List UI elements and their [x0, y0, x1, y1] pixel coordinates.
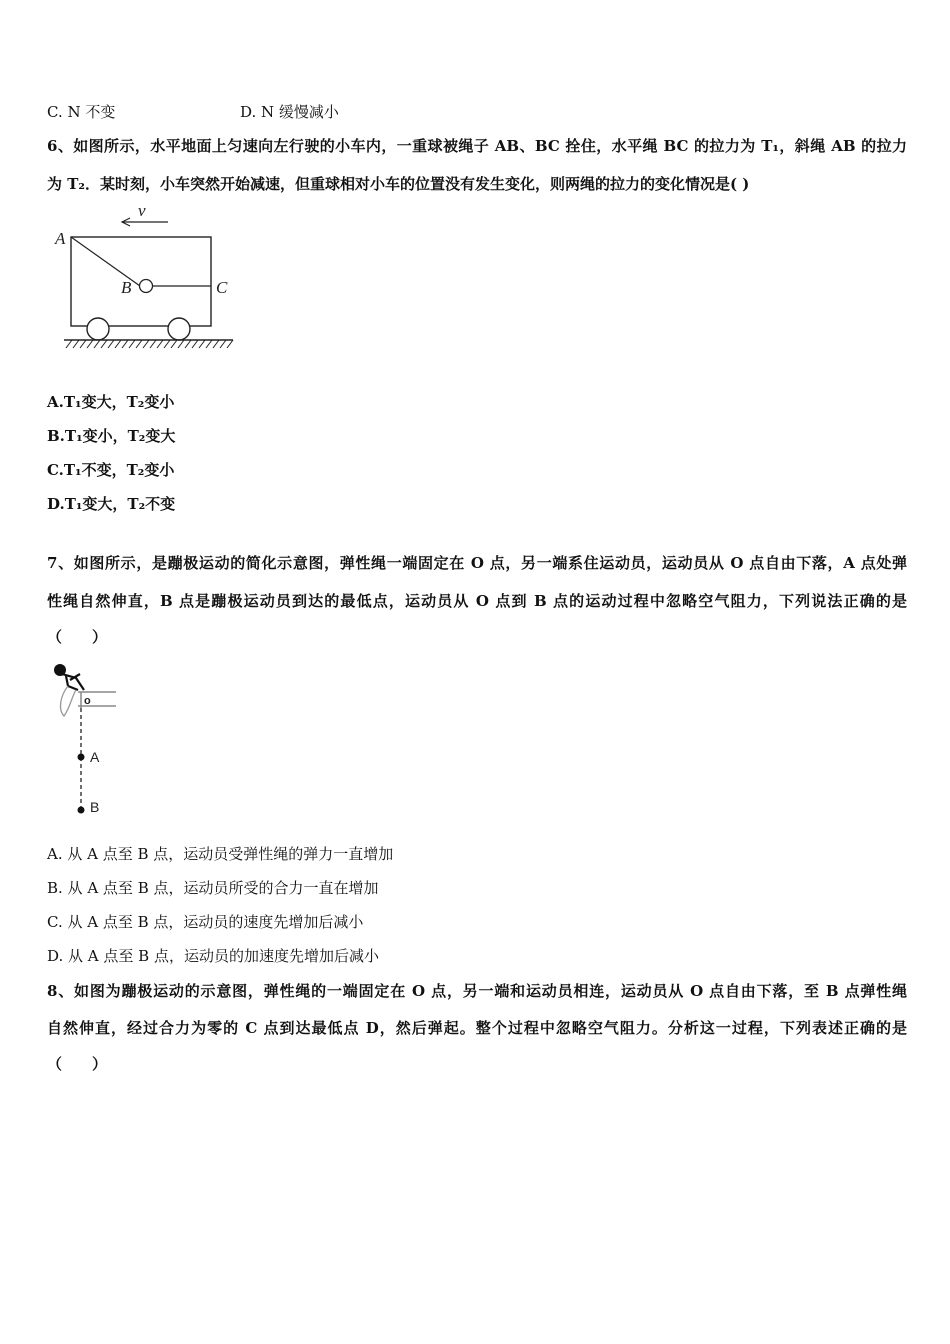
jumper-body [62, 674, 84, 690]
q6-option-c: C.T₁不变，T₂变小 [47, 461, 175, 479]
label-a: A [55, 229, 66, 248]
q7-stem-line3: （ ） [47, 628, 108, 646]
label-a: A [90, 749, 100, 765]
rope-loop [61, 686, 76, 716]
q6-option-b: B.T₁变小，T₂变大 [47, 427, 176, 445]
q6-cart-figure [50, 200, 240, 360]
wheel-right [168, 318, 190, 340]
q8-stem-line1: 8、如图为蹦极运动的示意图，弹性绳的一端固定在 O 点，另一端和运动员相连，运动员从 O 点自由下落，至 B 点弹性绳 [47, 982, 907, 1000]
ball [140, 280, 153, 293]
velocity-label: v [138, 201, 146, 220]
ground-hatching [66, 340, 233, 348]
q5-option-d: D. N 缓慢减小 [240, 103, 339, 121]
point-b [78, 807, 85, 814]
q8-stem-line3: （ ） [47, 1055, 108, 1073]
q7-bungee-figure [50, 660, 130, 820]
q6-option-d: D.T₁变大，T₂不变 [47, 495, 176, 513]
label-c: C [216, 278, 228, 297]
q7-stem-line2: 性绳自然伸直，B 点是蹦极运动员到达的最低点，运动员从 O 点到 B 点的运动过程中忽略空气阻力，下列说法正确的是 [47, 592, 907, 610]
q6-stem-line2: 为 T₂．某时刻，小车突然开始减速，但重球相对小车的位置没有发生变化，则两绳的拉力的变化情况是( ) [47, 175, 750, 193]
q7-option-b: B. 从 A 点至 B 点，运动员所受的合力一直在增加 [47, 879, 379, 897]
q6-option-a: A.T₁变大，T₂变小 [47, 393, 175, 411]
label-b: B [90, 799, 100, 815]
q6-stem-line1: 6、如图所示，水平地面上匀速向左行驶的小车内，一重球被绳子 AB、BC 拴住，水平绳 BC 的拉力为 T₁，斜绳 AB 的拉力 [47, 137, 907, 155]
q7-stem-line1: 7、如图所示，是蹦极运动的简化示意图，弹性绳一端固定在 O 点，另一端系住运动员，运动员从 O 点自由下落，A 点处弹 [47, 554, 907, 572]
wheel-left [87, 318, 109, 340]
q7-option-d: D. 从 A 点至 B 点，运动员的加速度先增加后减小 [47, 947, 379, 965]
q8-stem-line2: 自然伸直，经过合力为零的 C 点到达最低点 D，然后弹起。整个过程中忽略空气阻力。分析这一过程，下列表述正确的是 [47, 1019, 907, 1037]
label-b: B [121, 278, 132, 297]
q7-option-c: C. 从 A 点至 B 点，运动员的速度先增加后减小 [47, 913, 364, 931]
label-o: o [84, 695, 91, 707]
q7-option-a: A. 从 A 点至 B 点，运动员受弹性绳的弹力一直增加 [47, 845, 394, 863]
point-a [78, 754, 85, 761]
q5-option-c: C. N 不变 [47, 103, 116, 121]
